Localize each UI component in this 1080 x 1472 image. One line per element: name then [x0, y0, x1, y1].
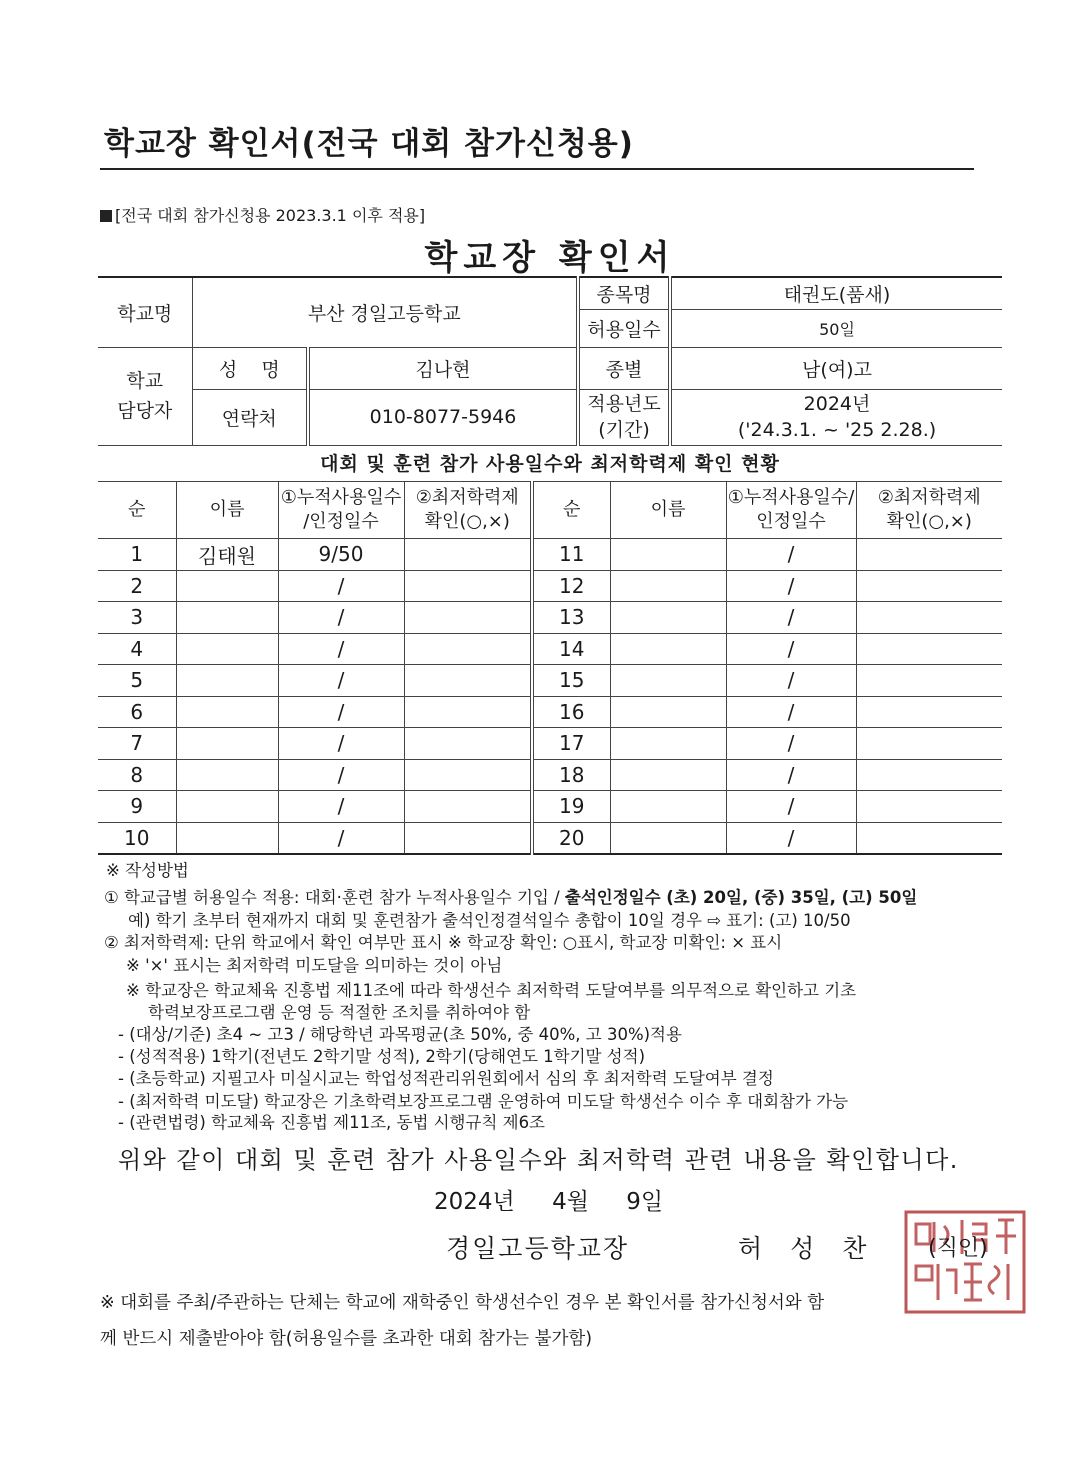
row-no: 17: [532, 728, 610, 760]
table-row: [98, 665, 1002, 697]
row-name: [176, 791, 278, 823]
row-no: 19: [532, 791, 610, 823]
row-name: [610, 665, 726, 697]
instruction-line: 학력보장프로그램 운영 등 적절한 조치를 취하여야 함: [148, 1003, 531, 1022]
contact-name-label: 성 명: [192, 347, 308, 389]
row-name: [610, 728, 726, 760]
year-label-line1: 적용년도: [587, 393, 661, 415]
row-name: [610, 602, 726, 634]
phone-value: 010-8077-5946: [308, 389, 578, 445]
principal-name: 허 성 찬: [738, 1234, 877, 1263]
row-days: /: [726, 665, 856, 697]
sport-label: 종목명: [578, 277, 670, 309]
row-name: [610, 822, 726, 854]
header-days-right-line2: 인정일수: [756, 511, 826, 532]
row-no: 10: [98, 822, 176, 854]
instruction-line: 예) 학기 초부터 현재까지 대회 및 훈련참가 출석인정결석일수 총합이 10일 경우 ⇨ 표기: (고) 10/50: [128, 911, 851, 930]
row-name: [176, 822, 278, 854]
row-check: [856, 633, 1002, 665]
row-no: 16: [532, 696, 610, 728]
row-days: /: [726, 759, 856, 791]
row-name: [176, 570, 278, 602]
row-no: 9: [98, 791, 176, 823]
row-days: /: [726, 696, 856, 728]
header-days-right-line1: ①누적사용일수/: [727, 486, 855, 508]
header-check-left-line2: 확인(○,×): [424, 511, 510, 532]
principal-school: 경일고등학교장: [446, 1234, 630, 1263]
document-title: 학교장 확인서(전국 대회 참가신청용): [104, 126, 634, 162]
row-days: 9/50: [278, 539, 404, 571]
row-check: [856, 791, 1002, 823]
row-no: 2: [98, 570, 176, 602]
row-check: [404, 665, 532, 697]
header-check-left-line1: ②최저학력제: [415, 486, 519, 508]
row-check: [856, 665, 1002, 697]
row-days: /: [278, 602, 404, 634]
row-name: [610, 570, 726, 602]
row-no: 7: [98, 728, 176, 760]
header-days-left-line1: ①누적사용일수: [280, 486, 402, 508]
year-value-line2: ('24.3.1. ~ '25 2.28.): [737, 419, 937, 441]
row-days: /: [278, 696, 404, 728]
row-days: /: [726, 570, 856, 602]
row-no: 20: [532, 822, 610, 854]
row-no: 1: [98, 539, 176, 571]
row-no: 6: [98, 696, 176, 728]
header-check-right: [856, 482, 1002, 539]
header-days-left: [278, 482, 404, 539]
row-check: [856, 728, 1002, 760]
row-check: [856, 759, 1002, 791]
row-days: /: [726, 791, 856, 823]
row-no: 12: [532, 570, 610, 602]
gender-value: 남(여)고: [670, 347, 1002, 389]
phone-label: 연락처: [192, 389, 308, 445]
instruction-line: ※ 학교장은 학교체육 진흥법 제11조에 따라 학생선수 최저학력 도달여부를 의무적으로 확인하고 기초: [126, 981, 857, 1000]
row-no: 15: [532, 665, 610, 697]
instruction-line: ② 최저학력제: 단위 학교에서 확인 여부만 표시 ※ 학교장 확인: ○표시, 학교장 미확인: × 표시: [104, 933, 783, 952]
instruction-line: - (최저학력 미도달) 학교장은 기초학력보장프로그램 운영하여 미도달 학생선수 이수 후 대회참가 가능: [118, 1092, 849, 1111]
header-no-left: 순: [98, 482, 176, 539]
school-name-label: 학교명: [98, 277, 192, 347]
row-check: [404, 822, 532, 854]
row-check: [404, 696, 532, 728]
table-row: [98, 822, 1002, 854]
row-days: /: [278, 728, 404, 760]
row-check: [404, 791, 532, 823]
usage-table: [98, 481, 1002, 855]
year-label-line2: (기간): [598, 419, 650, 441]
row-name: [610, 696, 726, 728]
table-row: [98, 728, 1002, 760]
instruction-line: - (성적적용) 1학기(전년도 2학기말 성적), 2학기(당해연도 1학기말 성적): [118, 1047, 646, 1066]
row-days: /: [726, 633, 856, 665]
table-row: [98, 759, 1002, 791]
row-name: [176, 665, 278, 697]
row-days: /: [278, 665, 404, 697]
seal-label: (직인): [928, 1236, 988, 1261]
row-check: [856, 539, 1002, 571]
date-day: 9일: [626, 1189, 664, 1215]
row-days: /: [726, 822, 856, 854]
year-label: [578, 389, 670, 445]
row-name: [176, 728, 278, 760]
year-value: [670, 389, 1002, 445]
row-name: [610, 759, 726, 791]
row-name: [610, 633, 726, 665]
header-name-left: 이름: [176, 482, 278, 539]
row-name: [610, 539, 726, 571]
footer-line: ※ 대회를 주최/주관하는 단체는 학교에 재학중인 학생선수인 경우 본 확인서를 참가신청서와 함: [100, 1293, 825, 1313]
instruction-line: ※ '×' 표시는 최저학력 미도달을 의미하는 것이 아님: [126, 956, 503, 975]
allowed-days-value: 50일: [670, 309, 1002, 347]
row-days: /: [278, 633, 404, 665]
contact-name-value: 김나현: [308, 347, 578, 389]
row-check: [856, 822, 1002, 854]
row-check: [404, 633, 532, 665]
year-value-line1: 2024년: [803, 393, 871, 415]
row-name: [610, 791, 726, 823]
row-no: 14: [532, 633, 610, 665]
official-seal-icon: [902, 1206, 1028, 1318]
table-row: [98, 539, 1002, 571]
row-days: /: [278, 570, 404, 602]
staff-label-line2: 담당자: [117, 400, 173, 422]
header-check-right-line2: 확인(○,×): [886, 511, 972, 532]
row-name: [176, 602, 278, 634]
header-check-right-line1: ②최저학력제: [877, 486, 981, 508]
footer-note: [100, 1285, 1000, 1357]
notice-text: [전국 대회 참가신청용 2023.3.1 이후 적용]: [115, 206, 426, 225]
row-name: [176, 696, 278, 728]
row-no: 8: [98, 759, 176, 791]
table-row: [98, 791, 1002, 823]
table-row: [98, 602, 1002, 634]
row-check: [404, 759, 532, 791]
instruction-text: ① 학교급별 허용일수 적용: 대회·훈련 참가 누적사용일수 기입 /: [104, 888, 565, 907]
row-no: 13: [532, 602, 610, 634]
row-check: [404, 539, 532, 571]
row-no: 4: [98, 633, 176, 665]
row-check: [856, 696, 1002, 728]
header-name-right: 이름: [610, 482, 726, 539]
row-days: /: [726, 728, 856, 760]
row-days: /: [278, 822, 404, 854]
row-name: [176, 633, 278, 665]
confirmation-statement: 위와 같이 대회 및 훈련 참가 사용일수와 최저학력 관련 내용을 확인합니다.: [118, 1146, 959, 1174]
header-days-left-line2: /인정일수: [303, 511, 379, 532]
row-no: 5: [98, 665, 176, 697]
footer-line: 께 반드시 제출받아야 함(허용일수를 초과한 대회 참가는 불가함): [100, 1329, 593, 1349]
date-month: 4월: [552, 1189, 589, 1215]
row-days: /: [726, 539, 856, 571]
table-row: [98, 633, 1002, 665]
table-row: [98, 696, 1002, 728]
square-bullet-icon: [100, 210, 112, 222]
school-info-table: [98, 276, 1002, 446]
row-days: /: [278, 791, 404, 823]
row-check: [856, 570, 1002, 602]
staff-label: [98, 347, 192, 445]
title-divider: [100, 168, 974, 170]
row-check: [856, 602, 1002, 634]
sport-value: 태권도(품새): [670, 277, 1002, 309]
notice-line: [100, 203, 425, 226]
gender-label: 종별: [578, 347, 670, 389]
instruction-line: [104, 888, 917, 908]
school-name-value: 부산 경일고등학교: [192, 277, 578, 347]
row-check: [404, 602, 532, 634]
section-title: 대회 및 훈련 참가 사용일수와 최저학력제 확인 현황: [320, 453, 780, 475]
instruction-line: - (대상/기준) 초4 ~ 고3 / 해당학년 과목평균(초 50%, 중 40%, 고 30%)적용: [118, 1025, 682, 1044]
row-no: 3: [98, 602, 176, 634]
table-row: [98, 570, 1002, 602]
date-year: 2024년: [434, 1189, 515, 1215]
header-check-left: [404, 482, 532, 539]
instruction-emphasis: 출석인정일수 (초) 20일, (중) 35일, (고) 50일: [564, 888, 918, 907]
issue-date: [434, 1183, 663, 1216]
row-check: [404, 728, 532, 760]
row-no: 18: [532, 759, 610, 791]
instruction-line: - (관련법령) 학교체육 진흥법 제11조, 동법 시행규칙 제6조: [118, 1113, 545, 1132]
main-title: 학교장 확인서: [424, 238, 676, 278]
row-days: /: [278, 759, 404, 791]
header-days-right: [726, 482, 856, 539]
row-name: [176, 759, 278, 791]
row-name: 김태원: [176, 539, 278, 571]
row-days: /: [726, 602, 856, 634]
row-no: 11: [532, 539, 610, 571]
instructions-title: ※ 작성방법: [106, 861, 189, 880]
allowed-days-label: 허용일수: [578, 309, 670, 347]
staff-label-line1: 학교: [126, 370, 164, 392]
header-no-right: 순: [532, 482, 610, 539]
instruction-line: - (초등학교) 지필고사 미실시교는 학업성적관리위원회에서 심의 후 최저학력 도달여부 결정: [118, 1069, 774, 1088]
row-check: [404, 570, 532, 602]
